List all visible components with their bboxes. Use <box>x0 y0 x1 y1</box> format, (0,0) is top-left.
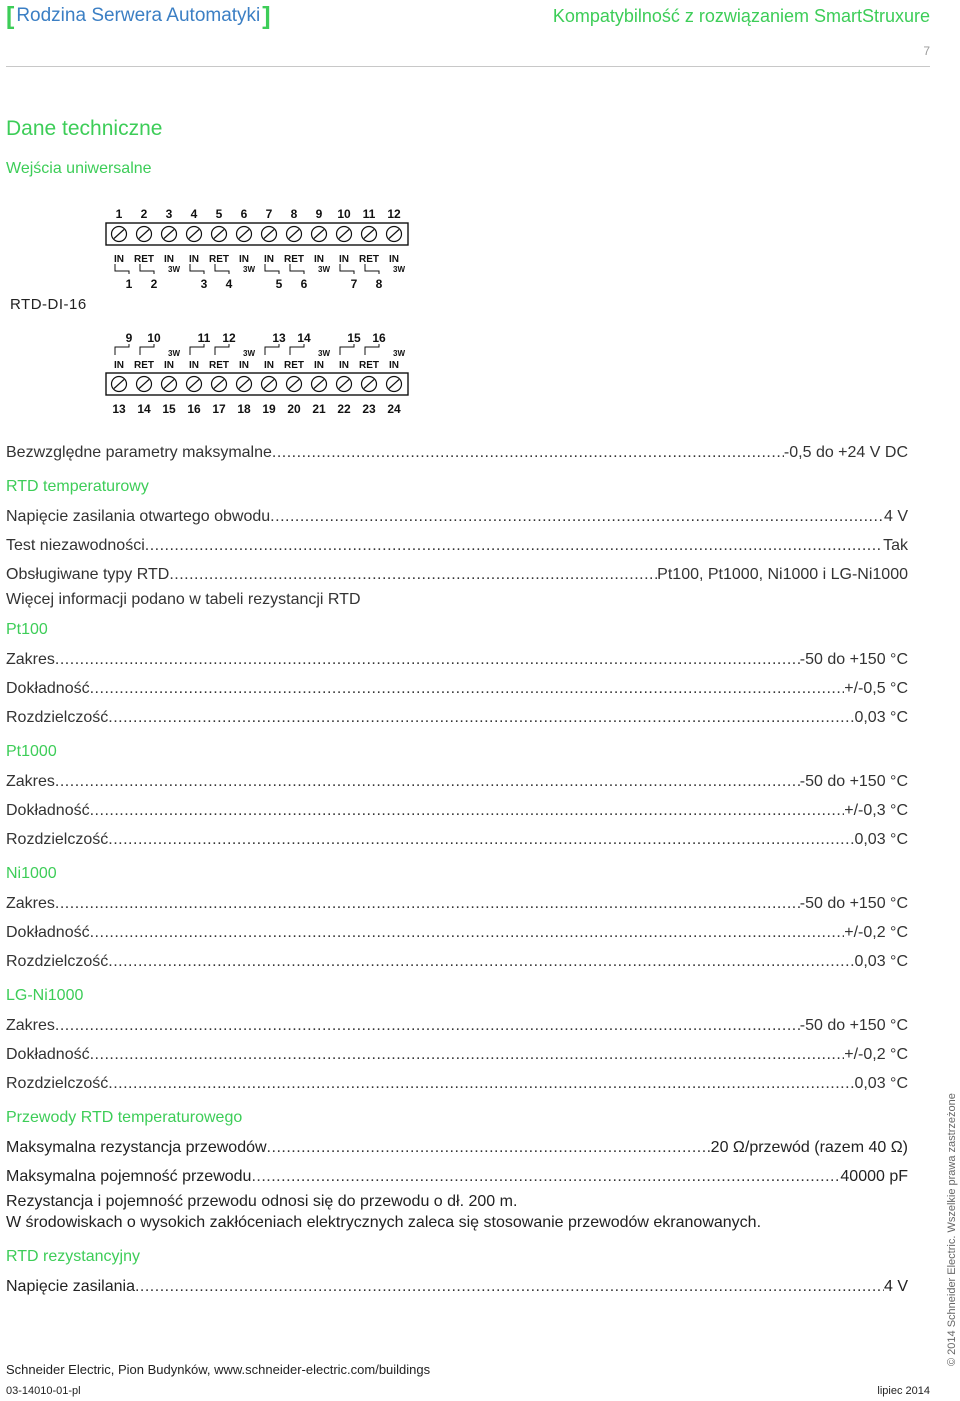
wire-bracket <box>290 344 304 355</box>
rtd-table-note: Więcej informacji podano w tabeli rezystancji RTD <box>6 591 361 608</box>
terminal-number: 8 <box>290 207 298 221</box>
three-wire-label: 3W <box>393 265 405 274</box>
spec-row-pt100-resolution: Rozdzielczość ..... 0,03 °C <box>6 703 908 732</box>
spec-value: -0,5 do +24 V DC <box>783 444 908 461</box>
signal-label: IN <box>314 360 324 371</box>
input-number: 4 <box>225 277 233 291</box>
footer-document-code: 03-14010-01-pl <box>6 1385 81 1397</box>
terminal-number: 3 <box>165 207 173 221</box>
signal-label: IN <box>339 254 349 265</box>
spec-row-pt1000-range: Zakres ..... -50 do +150 °C <box>6 767 908 796</box>
signal-label: RET <box>209 360 229 371</box>
terminal-number: 2 <box>140 207 148 221</box>
signal-label: IN <box>389 360 399 371</box>
wire-bracket <box>365 344 379 355</box>
spec-row-absolute-max <box>6 438 908 467</box>
signal-label: RET <box>134 254 154 265</box>
header-title: Rodzina Serwera Automatyki <box>16 5 261 26</box>
terminal-number: 6 <box>240 207 248 221</box>
heading-wires: Przewody RTD temperaturowego <box>6 1109 243 1126</box>
signal-label: IN <box>239 360 249 371</box>
three-wire-label: 3W <box>318 349 330 358</box>
input-number: 8 <box>375 277 383 291</box>
terminal-number: 4 <box>190 207 198 221</box>
terminal-number: 12 <box>387 207 401 221</box>
footer-organization: Schneider Electric, Pion Budynków, www.schneider-electric.com/buildings <box>6 1362 431 1377</box>
signal-label: RET <box>284 360 304 371</box>
wire-bracket <box>265 264 279 274</box>
terminal-number: 13 <box>112 402 126 416</box>
terminal-number: 21 <box>312 402 326 416</box>
section-title: Dane techniczne <box>6 117 163 140</box>
header-brand <box>6 2 271 30</box>
heading-rtd-resistive: RTD rezystancyjny <box>6 1248 140 1265</box>
input-number: 9 <box>125 331 133 345</box>
spec-row-pt1000-accuracy: Dokładność ..... +/-0,3 °C <box>6 796 908 825</box>
signal-label: IN <box>389 254 399 265</box>
header-bracket-left: [ <box>6 2 15 30</box>
terminal-number: 23 <box>362 402 376 416</box>
wire-bracket <box>215 264 229 274</box>
header-divider <box>6 66 930 67</box>
terminal-number: 7 <box>265 207 273 221</box>
terminal-number: 24 <box>387 402 401 416</box>
page-number: 7 <box>923 44 930 58</box>
input-number: 1 <box>125 277 133 291</box>
input-number: 12 <box>222 331 236 345</box>
terminal-number: 19 <box>262 402 276 416</box>
terminal-number: 15 <box>162 402 176 416</box>
signal-label: IN <box>114 360 124 371</box>
input-number: 3 <box>200 277 208 291</box>
signal-label: IN <box>114 254 124 265</box>
spec-row-reliability-test: Test niezawodności ..... Tak <box>6 531 908 560</box>
three-wire-label: 3W <box>168 349 180 358</box>
spec-label: Bezwzględne parametry maksymalne <box>6 444 272 461</box>
wire-bracket <box>215 344 229 355</box>
three-wire-label: 3W <box>243 265 255 274</box>
terminal-number: 10 <box>337 207 351 221</box>
terminal-number: 20 <box>287 402 301 416</box>
signal-label: IN <box>339 360 349 371</box>
spec-row-max-capacitance: Maksymalna pojemność przewodu ..... 40000 pF <box>6 1162 908 1191</box>
terminal-number: 1 <box>115 207 123 221</box>
input-number: 16 <box>372 331 386 345</box>
heading-lgni1000: LG-Ni1000 <box>6 987 84 1004</box>
heading-ni1000: Ni1000 <box>6 865 57 882</box>
input-number: 10 <box>147 331 161 345</box>
signal-label: IN <box>239 254 249 265</box>
three-wire-label: 3W <box>168 265 180 274</box>
wire-bracket <box>365 264 379 274</box>
three-wire-label: 3W <box>318 265 330 274</box>
wire-bracket <box>115 264 129 274</box>
header-right-title: Kompatybilność z rozwiązaniem SmartStruxure <box>552 6 930 26</box>
wire-bracket <box>340 264 354 274</box>
terminal-number: 17 <box>212 402 226 416</box>
wire-bracket <box>140 264 154 274</box>
wire-bracket <box>340 344 354 355</box>
three-wire-label: 3W <box>243 349 255 358</box>
header-bracket-right: ] <box>262 2 271 30</box>
input-number: 11 <box>197 331 211 345</box>
input-number: 7 <box>350 277 358 291</box>
signal-label: RET <box>359 360 379 371</box>
spec-row-open-circuit-voltage: Napięcie zasilania otwartego obwodu ..... 4 V <box>6 502 908 531</box>
signal-label: IN <box>314 254 324 265</box>
wires-note-2: W środowiskach o wysokich zakłóceniach elektrycznych zaleca się stosowanie przewodów ekranowanych. <box>6 1214 762 1231</box>
signal-label: IN <box>264 254 274 265</box>
signal-label: RET <box>284 254 304 265</box>
terminal-number: 22 <box>337 402 351 416</box>
spec-list <box>6 438 908 1301</box>
terminal-number: 18 <box>237 402 251 416</box>
input-number: 6 <box>300 277 308 291</box>
signal-label: IN <box>264 360 274 371</box>
wire-bracket <box>115 344 129 355</box>
signal-label: IN <box>189 254 199 265</box>
input-number: 15 <box>347 331 361 345</box>
spec-row-max-resistance: Maksymalna rezystancja przewodów ..... 20 Ω/przewód (razem 40 Ω) <box>6 1133 908 1162</box>
terminal-number: 5 <box>215 207 223 221</box>
heading-pt100: Pt100 <box>6 621 48 638</box>
wire-bracket <box>290 264 304 274</box>
spec-row-lgni1000-accuracy: Dokładność ..... +/-0,2 °C <box>6 1040 908 1069</box>
spec-row-supported-types: Obsługiwane typy RTD ..... Pt100, Pt1000, Ni1000 i LG-Ni1000 <box>6 560 908 589</box>
terminal-number: 11 <box>362 207 376 221</box>
input-number: 5 <box>275 277 283 291</box>
copyright-notice: © 2014 Schneider Electric. Wszelkie prawa zastrzeżone <box>946 1093 958 1366</box>
spec-row-lgni1000-resolution: Rozdzielczość ..... 0,03 °C <box>6 1069 908 1098</box>
signal-label: IN <box>164 360 174 371</box>
spec-row-ni1000-range: Zakres ..... -50 do +150 °C <box>6 889 908 918</box>
wires-note-1: Rezystancja i pojemność przewodu odnosi się do przewodu o dł. 200 m. <box>6 1193 518 1210</box>
signal-label: RET <box>359 254 379 265</box>
spec-row-supply-voltage: Napięcie zasilania ..... 4 V <box>6 1272 908 1301</box>
section-subtitle: Wejścia uniwersalne <box>6 160 152 177</box>
model-label: RTD-DI-16 <box>10 296 87 313</box>
input-number: 2 <box>150 277 158 291</box>
terminal-number: 14 <box>137 402 151 416</box>
spec-row-ni1000-resolution: Rozdzielczość ..... 0,03 °C <box>6 947 908 976</box>
wire-bracket <box>190 264 204 274</box>
footer-date: lipiec 2014 <box>877 1385 930 1397</box>
heading-pt1000: Pt1000 <box>6 743 57 760</box>
terminal-number: 9 <box>315 207 323 221</box>
wire-bracket <box>265 344 279 355</box>
wire-bracket <box>140 344 154 355</box>
signal-label: RET <box>209 254 229 265</box>
heading-rtd-temp: RTD temperaturowy <box>6 478 149 495</box>
signal-label: RET <box>134 360 154 371</box>
spec-row-ni1000-accuracy: Dokładność ..... +/-0,2 °C <box>6 918 908 947</box>
three-wire-label: 3W <box>393 349 405 358</box>
spec-row-pt1000-resolution: Rozdzielczość ..... 0,03 °C <box>6 825 908 854</box>
signal-label: IN <box>189 360 199 371</box>
wire-bracket <box>190 344 204 355</box>
spec-row-lgni1000-range: Zakres ..... -50 do +150 °C <box>6 1011 908 1040</box>
terminal-diagram <box>100 198 420 422</box>
spec-row-pt100-accuracy: Dokładność ..... +/-0,5 °C <box>6 674 908 703</box>
signal-label: IN <box>164 254 174 265</box>
input-number: 13 <box>272 331 286 345</box>
spec-row-pt100-range: Zakres ..... -50 do +150 °C <box>6 645 908 674</box>
terminal-number: 16 <box>187 402 201 416</box>
input-number: 14 <box>297 331 311 345</box>
